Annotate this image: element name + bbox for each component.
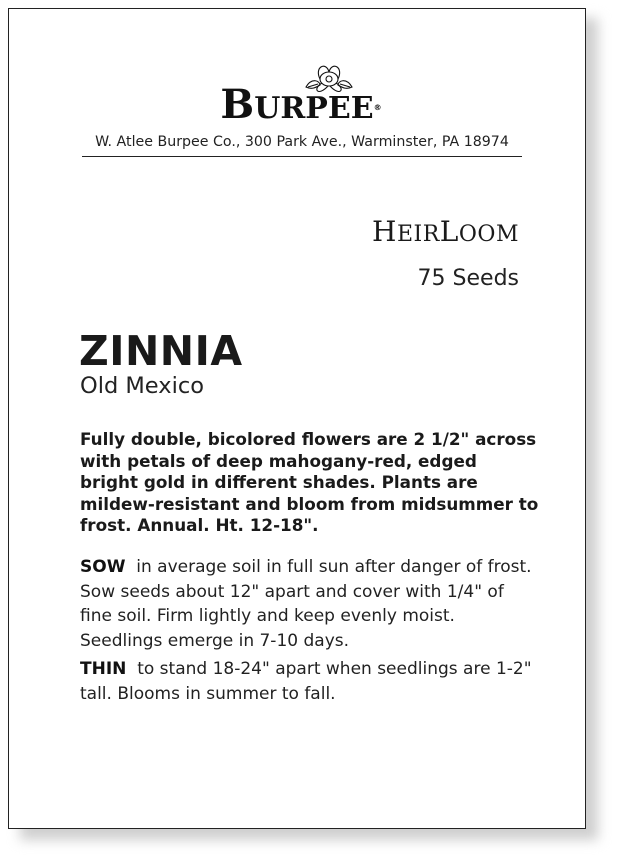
seed-count: 75 Seeds [417, 266, 519, 291]
thin-label: THIN [80, 659, 127, 679]
thin-text: to stand 18-24" apart when seedlings are 1-2" tall. Blooms in summer to fall. [80, 659, 532, 704]
plant-title: ZINNIA [79, 327, 243, 375]
heirloom-label: HEIRLOOM [372, 215, 519, 248]
company-address: W. Atlee Burpee Co., 300 Park Ave., Warminster, PA 18974 [82, 134, 522, 157]
sow-label: SOW [80, 557, 126, 577]
logo-rest: URPEE [254, 91, 374, 126]
brand-wordmark [9, 81, 589, 128]
description: Fully double, bicolored flowers are 2 1/2" across with petals of deep mahogany-red, edged bright gold in different shades. Plants are mildew-resistant and bloom from midsummer to frost. Annual. Ht. 12-18". [80, 429, 539, 536]
thin-instructions [80, 657, 540, 706]
registered-mark: ® [373, 103, 382, 112]
sow-text: in average soil in full sun after danger of frost. Sow seeds about 12" apart and cover with 1/4" of fine soil. Firm lightly and keep evenly moist. Seedlings emerge in 7-10 days. [80, 557, 532, 651]
logo-cap: B [220, 81, 255, 128]
sow-instructions [80, 555, 540, 653]
variety-name: Old Mexico [80, 373, 204, 399]
seed-packet [8, 8, 586, 829]
brand-logo [9, 59, 585, 134]
